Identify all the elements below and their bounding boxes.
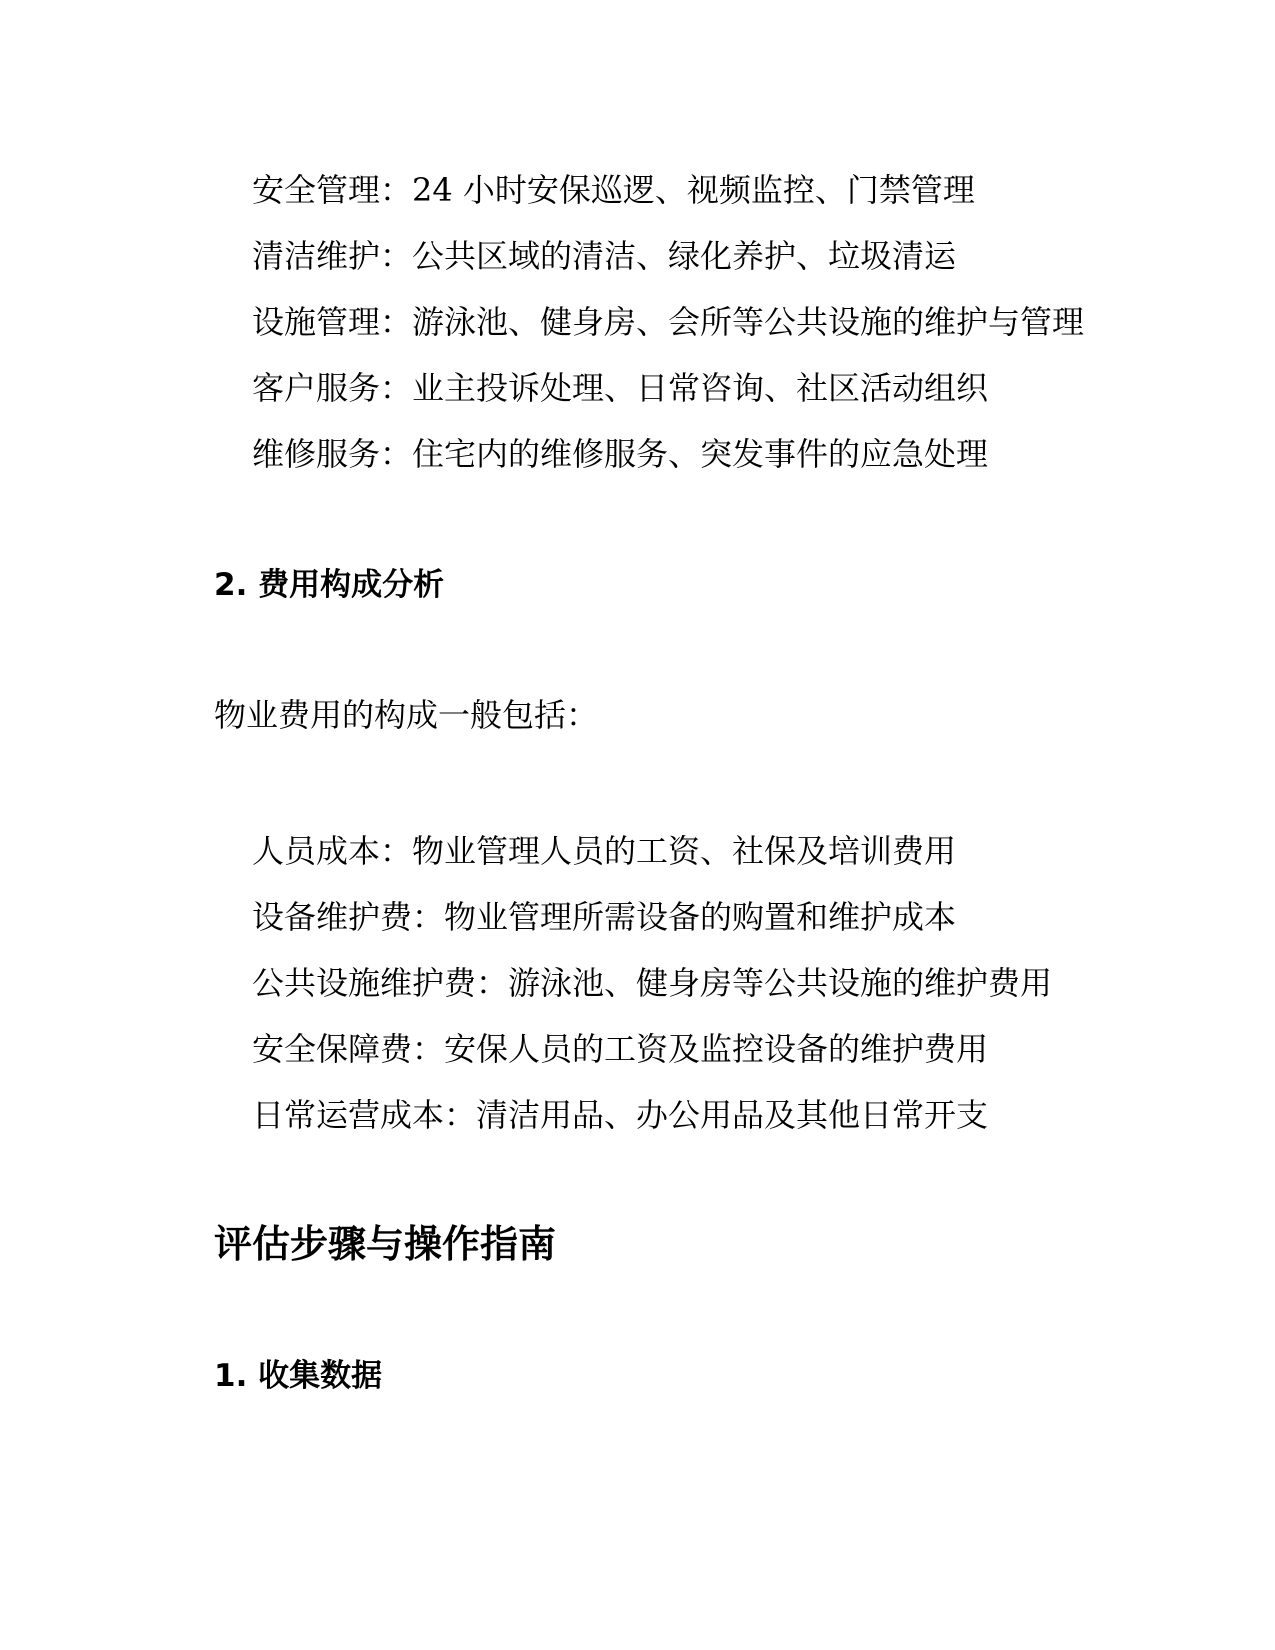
list-item-customer-service: 客户服务：业主投诉处理、日常咨询、社区活动组织	[252, 369, 989, 407]
list-item-operating-cost: 日常运营成本：清洁用品、办公用品及其他日常开支	[252, 1096, 989, 1134]
guide-subheading: 1. 收集数据	[214, 1358, 383, 1394]
cost-list	[252, 818, 1052, 1148]
guide-section-heading: 评估步骤与操作指南	[214, 1222, 557, 1266]
list-item-security-cost: 安全保障费：安保人员的工资及监控设备的维护费用	[252, 1030, 989, 1068]
services-list	[252, 157, 1084, 487]
list-item-cleaning: 清洁维护：公共区域的清洁、绿化养护、垃圾清运	[252, 237, 957, 275]
cost-section-heading: 2. 费用构成分析	[214, 567, 445, 603]
list-item-public-facility-cost: 公共设施维护费：游泳池、健身房等公共设施的维护费用	[252, 964, 1053, 1002]
cost-section-intro: 物业费用的构成一般包括：	[214, 696, 599, 734]
list-item-equipment-cost: 设备维护费：物业管理所需设备的购置和维护成本	[252, 898, 957, 936]
list-item-facilities: 设施管理：游泳池、健身房、会所等公共设施的维护与管理	[252, 303, 1085, 341]
list-item-security: 安全管理：24 小时安保巡逻、视频监控、门禁管理	[252, 171, 975, 209]
list-item-repair: 维修服务：住宅内的维修服务、突发事件的应急处理	[252, 435, 989, 473]
list-item-staff-cost: 人员成本：物业管理人员的工资、社保及培训费用	[252, 832, 957, 870]
